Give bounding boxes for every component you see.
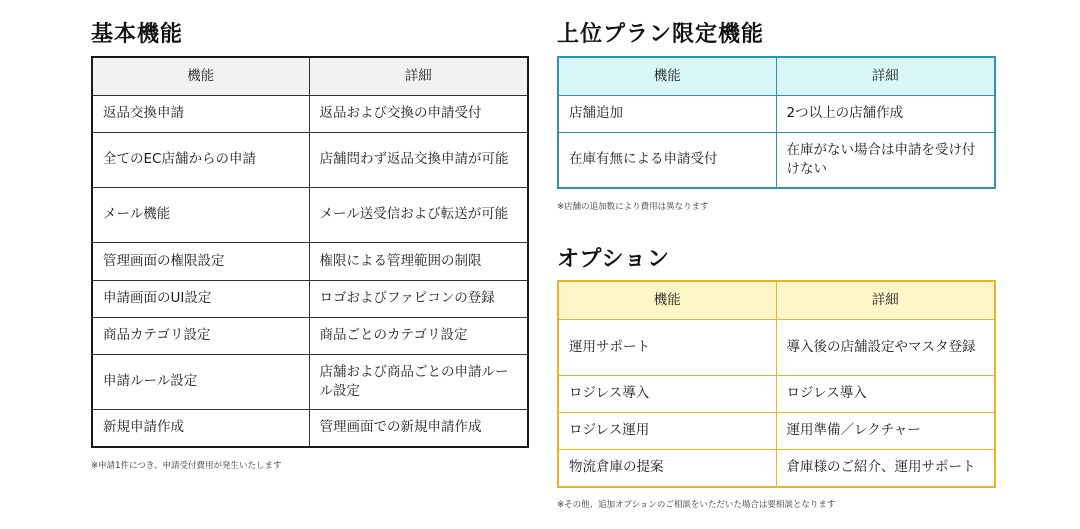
column-header-feature: 機能: [558, 57, 776, 95]
detail-cell: 導入後の店舗設定やマスタ登録: [776, 319, 995, 375]
table-header-row: [558, 281, 995, 319]
detail-cell: 運用準備／レクチャー: [776, 412, 995, 449]
feature-cell: 返品交換申請: [92, 95, 309, 132]
column-header-detail: 詳細: [776, 281, 995, 319]
detail-cell: 在庫がない場合は申請を受け付けない: [776, 132, 995, 188]
table-row: [92, 242, 528, 280]
feature-cell: 店舗追加: [558, 95, 776, 132]
detail-cell: 返品および交換の申請受付: [309, 95, 528, 132]
detail-cell: 倉庫様のご紹介、運用サポート: [776, 449, 995, 487]
table-row: [92, 132, 528, 187]
options-title: オプション: [557, 247, 671, 272]
column-header-detail: 詳細: [309, 57, 528, 95]
options-table: [557, 280, 996, 488]
feature-cell: 運用サポート: [558, 319, 776, 375]
detail-cell: 商品ごとのカテゴリ設定: [309, 317, 528, 354]
detail-cell: ロゴおよびファビコンの登録: [309, 280, 528, 317]
table-row: [92, 409, 528, 447]
table-row: [558, 375, 995, 412]
table-row: [92, 280, 528, 317]
feature-cell: 新規申請作成: [92, 409, 309, 447]
table-row: [92, 95, 528, 132]
detail-cell: 管理画面での新規申請作成: [309, 409, 528, 447]
feature-cell: ロジレス運用: [558, 412, 776, 449]
column-header-feature: 機能: [558, 281, 776, 319]
basic-features-table: [91, 56, 529, 448]
feature-cell: 管理画面の権限設定: [92, 242, 309, 280]
feature-cell: 全てのEC店舗からの申請: [92, 132, 309, 187]
detail-cell: 店舗および商品ごとの申請ルール設定: [309, 354, 528, 409]
table-row: [558, 95, 995, 132]
table-row: [92, 317, 528, 354]
detail-cell: 店舗問わず返品交換申請が可能: [309, 132, 528, 187]
detail-cell: メール送受信および転送が可能: [309, 187, 528, 242]
table-row: [558, 412, 995, 449]
basic-features-title: 基本機能: [91, 22, 184, 47]
table-row: [558, 449, 995, 487]
premium-features-title: 上位プラン限定機能: [557, 22, 765, 47]
feature-cell: 商品カテゴリ設定: [92, 317, 309, 354]
table-row: [92, 187, 528, 242]
feature-cell: メール機能: [92, 187, 309, 242]
table-header-row: [558, 57, 995, 95]
table-row: [558, 319, 995, 375]
detail-cell: ロジレス導入: [776, 375, 995, 412]
column-header-detail: 詳細: [776, 57, 995, 95]
feature-cell: ロジレス導入: [558, 375, 776, 412]
table-row: [92, 354, 528, 409]
feature-cell: 申請ルール設定: [92, 354, 309, 409]
feature-cell: 在庫有無による申請受付: [558, 132, 776, 188]
premium-features-table: [557, 56, 996, 189]
column-header-feature: 機能: [92, 57, 309, 95]
detail-cell: 2つ以上の店舗作成: [776, 95, 995, 132]
table-header-row: [92, 57, 528, 95]
basic-features-note: ※申請1件につき、申請受付費用が発生いたします: [91, 461, 282, 471]
table-row: [558, 132, 995, 188]
feature-cell: 物流倉庫の提案: [558, 449, 776, 487]
feature-cell: 申請画面のUI設定: [92, 280, 309, 317]
premium-features-note: ※店舗の追加数により費用は異なります: [557, 202, 709, 212]
detail-cell: 権限による管理範囲の制限: [309, 242, 528, 280]
options-note: ※その他、追加オプションのご相談をいただいた場合は要相談となります: [557, 500, 836, 510]
